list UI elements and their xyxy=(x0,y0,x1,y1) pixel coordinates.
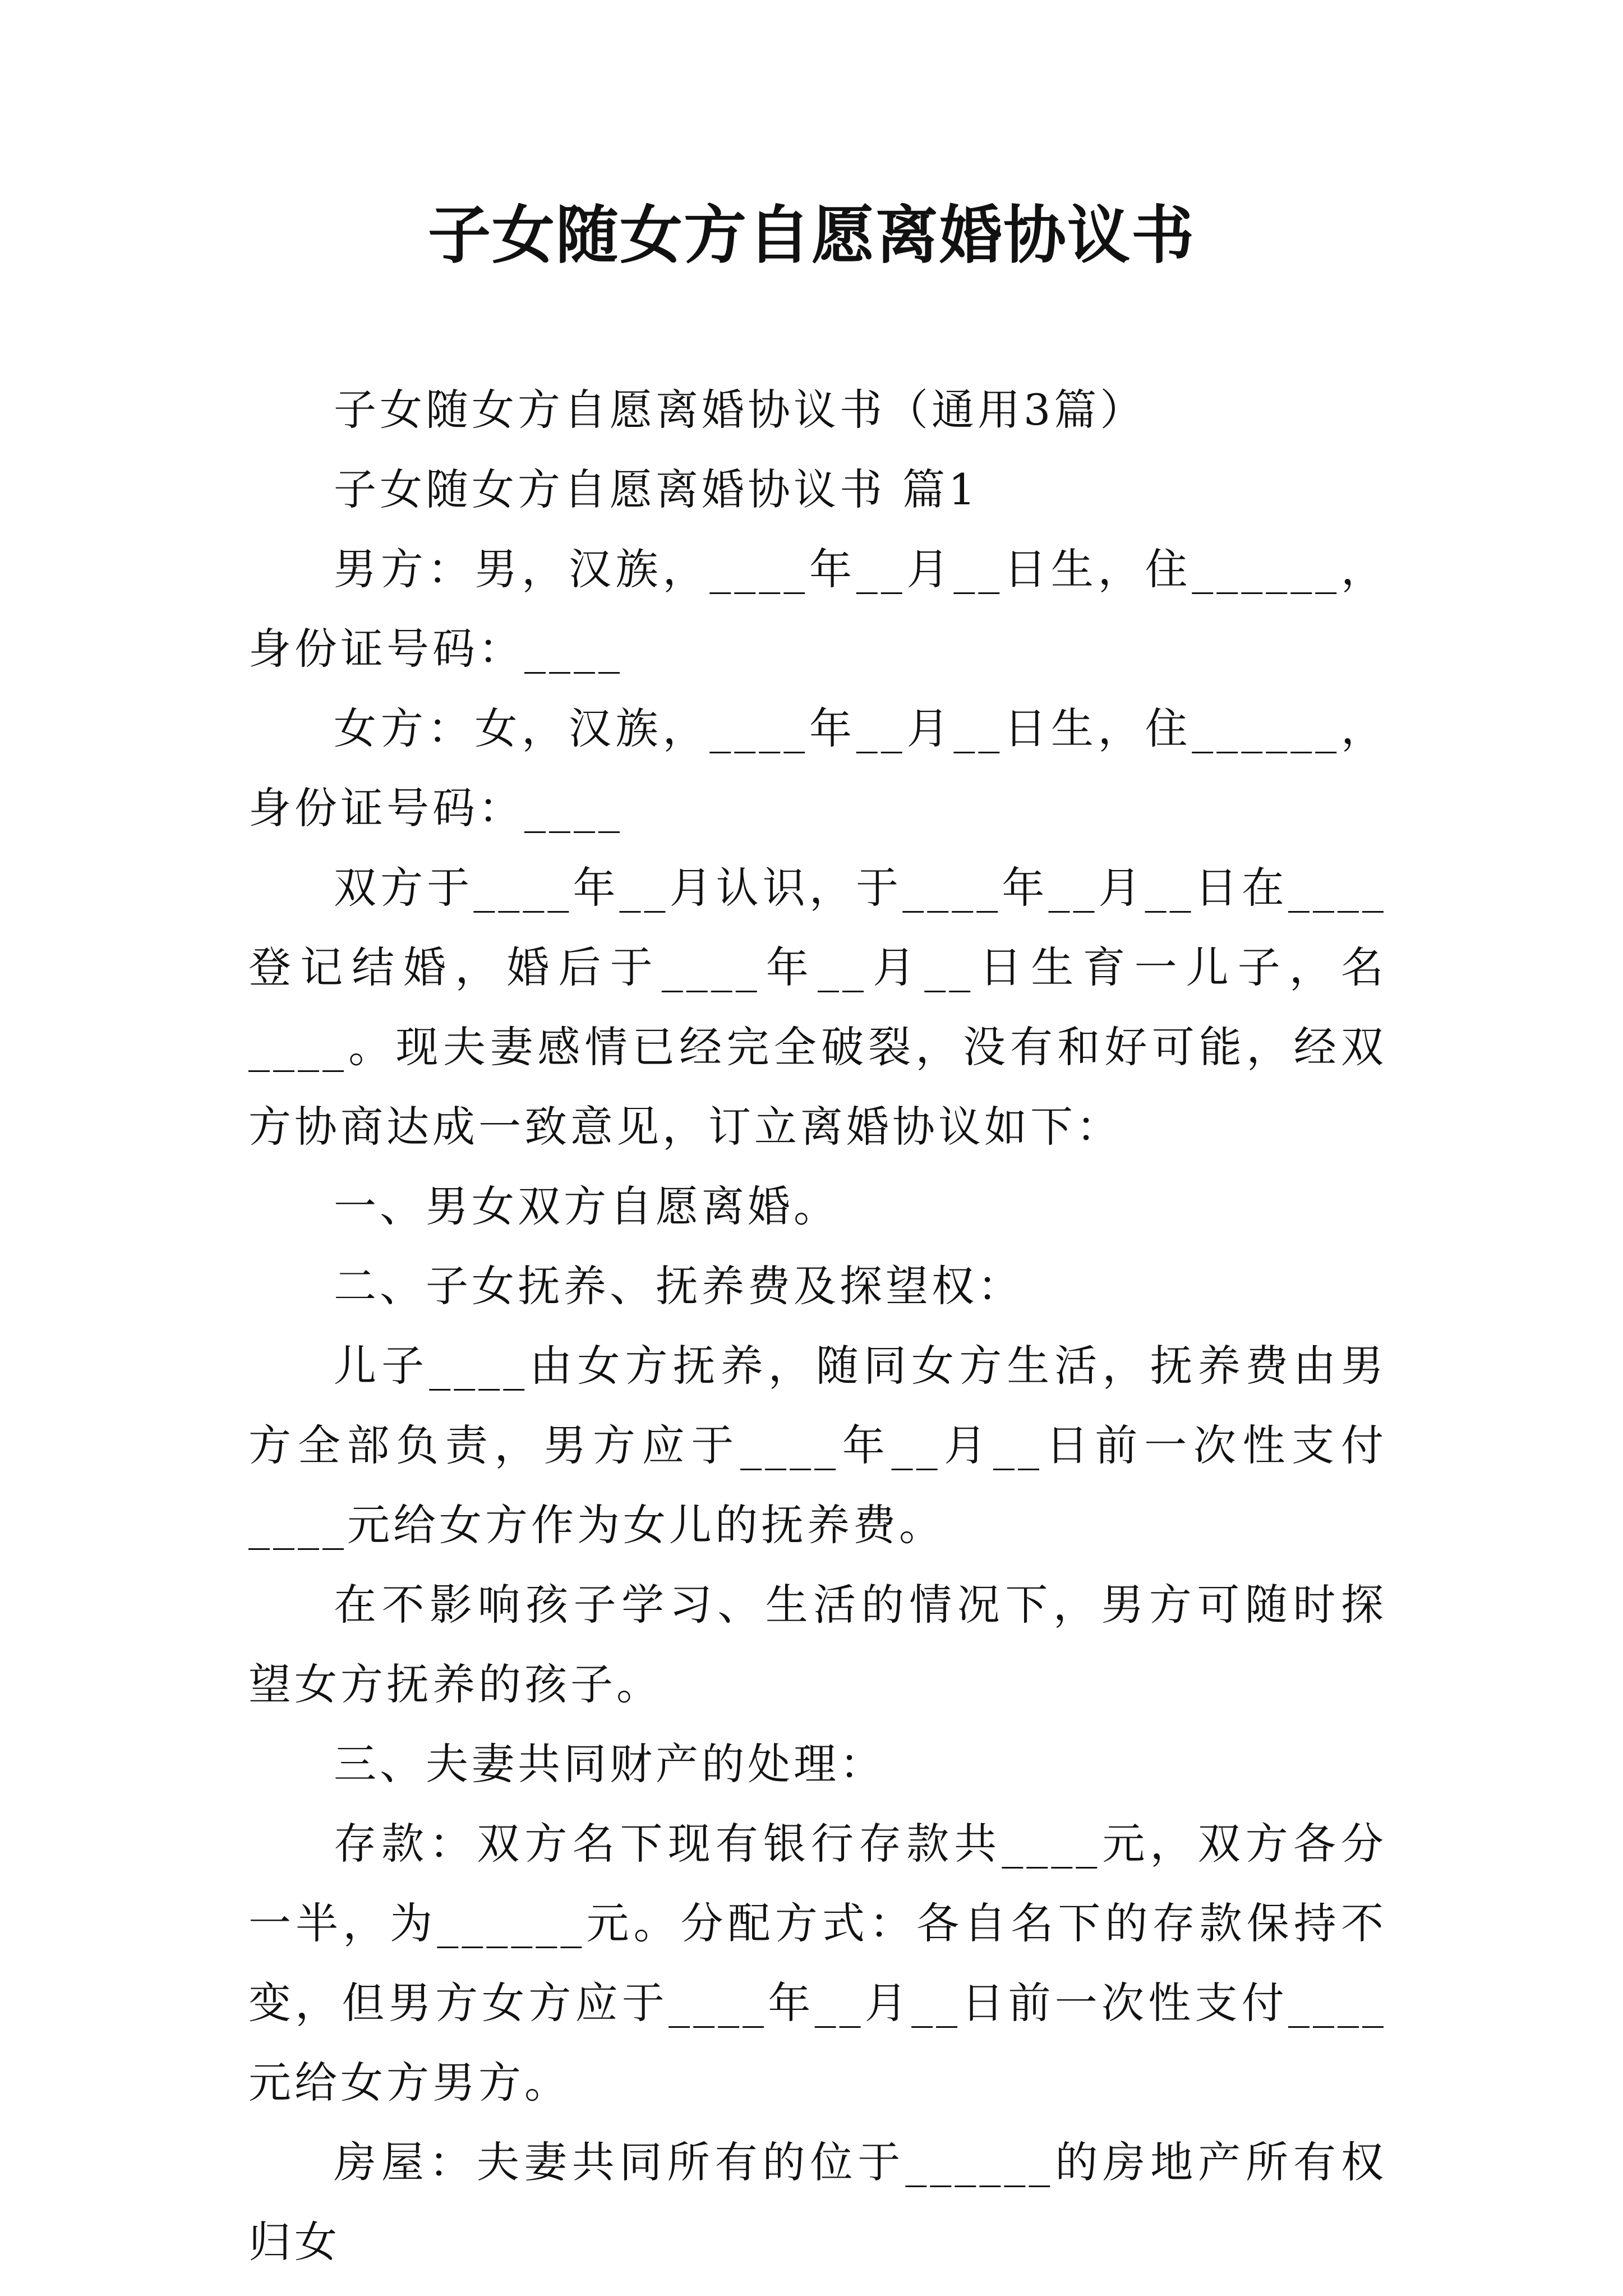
paragraph-background: 双方于____年__月认识，于____年__月__日在____登记结婚，婚后于____年__月__日生育一儿子，名____。现夫妻感情已经完全破裂，没有和好可能，经双方协商达成一致意见，订立离婚协议如下： xyxy=(248,863,1387,1152)
document-title: 子女随女方自愿离婚协议书 xyxy=(428,199,1195,272)
paragraph-female-party: 女方：女，汉族，____年__月__日生，住______，身份证号码：____ xyxy=(248,703,1387,833)
paragraph-visitation: 在不影响孩子学习、生活的情况下，男方可随时探望女方抚养的孩子。 xyxy=(248,1580,1387,1709)
paragraph-male-party: 男方：男，汉族，____年__月__日生，住______，身份证号码：____ xyxy=(248,544,1387,674)
paragraph-clause-2: 二、子女抚养、抚养费及探望权： xyxy=(334,1261,1023,1311)
paragraph-child-custody: 儿子____由女方抚养，随同女方生活，抚养费由男方全部负责，男方应于____年__月__日前一次性支付____元给女方作为女儿的抚养费。 xyxy=(248,1341,1387,1550)
paragraph-clause-3: 三、夫妻共同财产的处理： xyxy=(334,1739,886,1789)
paragraph-heading-part1: 子女随女方自愿离婚协议书 篇1 xyxy=(334,464,979,514)
paragraph-housing: 房屋：夫妻共同所有的位于______的房地产所有权归女 xyxy=(248,2137,1387,2267)
document-body xyxy=(248,370,1387,2282)
paragraph-savings: 存款：双方名下现有银行存款共____元，双方各分一半，为______元。分配方式：各自名下的存款保持不变，但男方女方应于____年__月__日前一次性支付____元给女方男方。 xyxy=(248,1819,1387,2108)
paragraph-heading-general: 子女随女方自愿离婚协议书（通用3篇） xyxy=(334,385,1146,435)
paragraph-clause-1: 一、男女双方自愿离婚。 xyxy=(334,1181,840,1231)
